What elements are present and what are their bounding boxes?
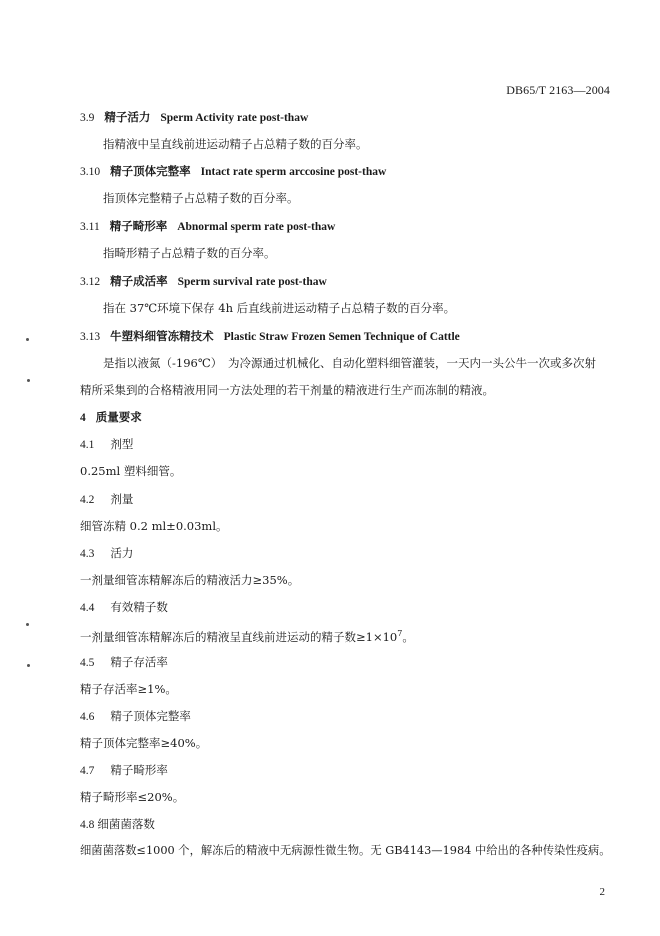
document-code: DB65/T 2163—2004 [506,83,610,97]
scan-mark [26,338,29,341]
clause-heading-4-6 [80,709,191,724]
clause-text-4-5: 精子存活率≥1%。 [80,682,177,696]
definition-text-3-13-line1: 是指以液氮（-196℃） 为冷源通过机械化、自动化塑料细管灌装，一天内一头公牛一次或多次射 [103,356,596,370]
definition-heading-3-9 [80,110,308,125]
definition-text-3-9: 指精液中呈直线前进运动精子占总精子数的百分率。 [103,137,368,151]
clause-number: 4.7 [80,765,95,777]
clause-number: 3.10 [80,166,101,178]
definition-heading-3-10 [80,164,386,179]
clause-text-4-6: 精子顶体完整率≥40%。 [80,736,208,750]
term-cn: 精子顶体完整率 [110,164,191,178]
clause-number: 4.4 [80,602,95,614]
clause-text: 一剂量细管冻精解冻后的精液呈直线前进运动的精子数≥1×10 [80,629,398,644]
clause-heading-4-3 [80,546,133,561]
definition-text-3-10: 指顶体完整精子占总精子数的百分率。 [103,191,299,205]
clause-title: 剂型 [110,437,134,451]
term-cn: 精子活力 [104,110,151,124]
clause-text-4-7: 精子畸形率≤20%。 [80,790,185,804]
clause-number: 3.12 [80,276,101,288]
term-cn: 牛塑料细管冻精技术 [110,329,214,343]
clause-heading-4-4 [80,600,168,615]
clause-title: 精子顶体完整率 [110,709,191,723]
definition-text-3-12: 指在 37℃环境下保存 4h 后直线前进运动精子占总精子数的百分率。 [103,301,456,315]
clause-number: 3.11 [80,221,100,233]
definition-heading-3-11 [80,219,335,234]
term-en: Plastic Straw Frozen Semen Technique of Cattle [223,331,460,343]
term-en: Intact rate sperm arccosine post-thaw [200,166,387,178]
clause-heading-4-2 [80,492,133,507]
clause-text-4-2: 细管冻精 0.2 ml±0.03ml。 [80,519,228,533]
clause-title: 剂量 [110,492,134,506]
term-cn: 精子成活率 [110,274,168,288]
term-cn: 精子畸形率 [109,219,168,233]
clause-number: 4.3 [80,548,95,560]
definition-heading-3-13 [80,329,460,344]
clause-number: 4.2 [80,494,95,506]
term-en: Sperm survival rate post-thaw [177,276,327,288]
clause-title: 活力 [110,546,134,560]
clause-title: 有效精子数 [110,600,168,614]
definition-text-3-11: 指畸形精子占总精子数的百分率。 [103,246,276,260]
section-title: 质量要求 [95,410,142,424]
term-en: Sperm Activity rate post-thaw [160,112,309,124]
scan-mark [27,379,30,382]
exponent: 7 [397,629,403,638]
clause-number: 3.13 [80,331,101,343]
clause-number: 4.8 [80,819,95,831]
clause-heading-4-8 [80,817,155,832]
clause-heading-4-5 [80,655,168,670]
clause-number: 4.5 [80,657,95,669]
clause-heading-4-1 [80,437,133,452]
scan-mark [26,623,29,626]
section-number: 4 [80,412,86,424]
clause-heading-4-7 [80,763,168,778]
definition-text-3-13-line2: 精所采集到的合格精液用同一方法处理的若干剂量的精液进行生产而冻制的精液。 [80,383,494,397]
term-en: Abnormal sperm rate post-thaw [177,221,336,233]
scan-mark [27,664,30,667]
page-number: 2 [599,886,605,898]
section-heading-4 [80,410,142,425]
clause-text-4-1: 0.25ml 塑料细管。 [80,464,182,478]
clause-number: 3.9 [80,112,95,124]
clause-number: 4.1 [80,439,95,451]
clause-text-4-8: 细菌菌落数≤1000 个，解冻后的精液中无病源性微生物。无 GB4143—1984 中给出的各种传染性疫病。 [80,844,611,857]
clause-title: 精子存活率 [110,655,168,669]
clause-text-4-4 [80,627,414,644]
clause-number: 4.6 [80,711,95,723]
clause-text-end: 。 [402,629,414,644]
clause-title: 精子畸形率 [110,763,168,777]
clause-title: 细菌菌落数 [97,817,155,831]
clause-text-4-3: 一剂量细管冻精解冻后的精液活力≥35%。 [80,573,300,587]
definition-heading-3-12 [80,274,327,289]
